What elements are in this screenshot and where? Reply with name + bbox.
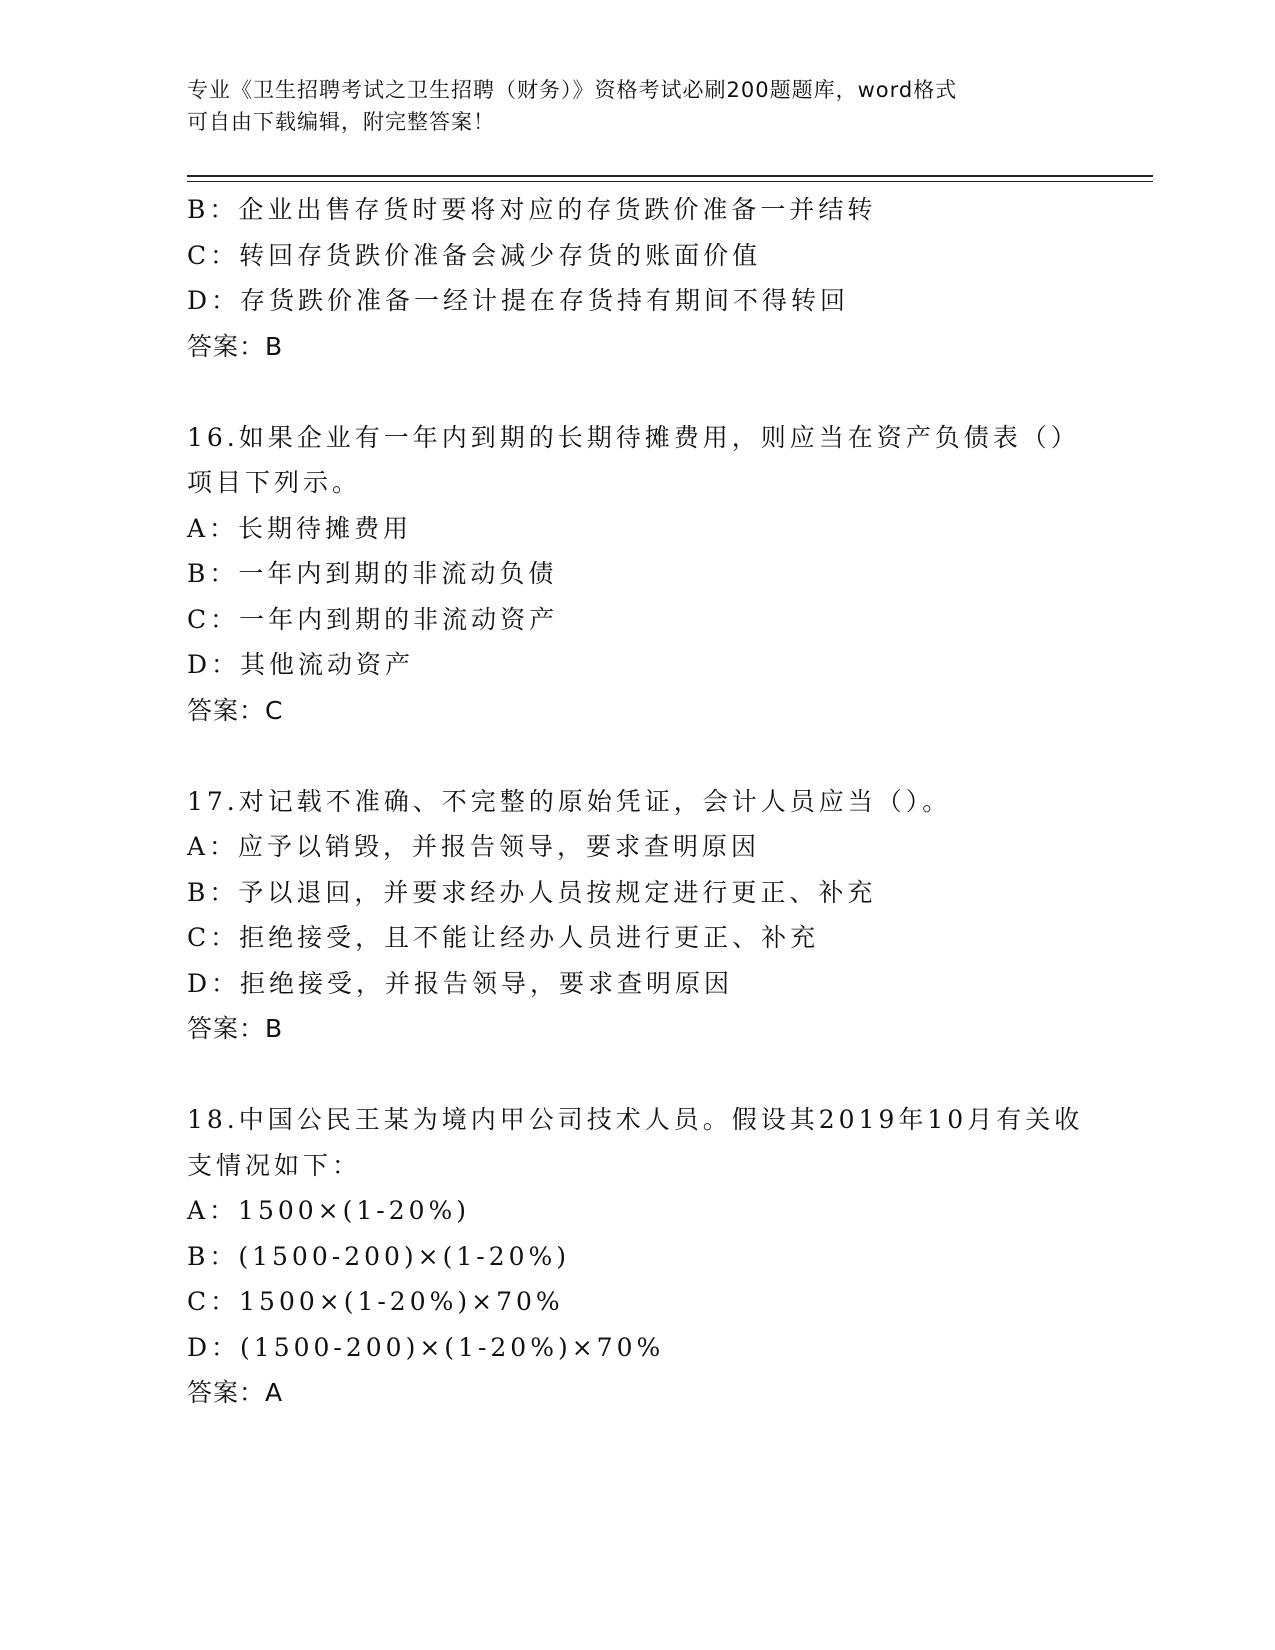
option-c: C：转回存货跌价准备会减少存货的账面价值 <box>187 240 762 270</box>
header-divider-thin <box>187 181 1153 182</box>
answer-line: 答案：B <box>187 331 284 361</box>
option-a: A：1500×(1-20%) <box>187 1196 471 1225</box>
option-c: C：一年内到期的非流动资产 <box>187 604 559 634</box>
question-stem-continued: 支情况如下： <box>187 1150 362 1180</box>
document-body <box>187 187 1087 1416</box>
option-a: A：应予以销毁，并报告领导，要求查明原因 <box>187 832 761 861</box>
question-stem: 18.中国公民王某为境内甲公司技术人员。假设其2019年10月有关收 <box>187 1105 1084 1134</box>
spacer <box>187 733 1087 779</box>
option-b: B：予以退回，并要求经办人员按规定进行更正、补充 <box>187 877 877 907</box>
spacer <box>187 369 1087 415</box>
question-17 <box>187 779 1087 1052</box>
question-stem: 16.如果企业有一年内到期的长期待摊费用，则应当在资产负债表（） <box>187 422 1080 452</box>
option-a: A：长期待摊费用 <box>187 513 413 543</box>
header-title-line-1: 专业《卫生招聘考试之卫生招聘（财务）》资格考试必刷200题题库，word格式 <box>187 78 958 102</box>
option-b: B：一年内到期的非流动负债 <box>187 559 558 588</box>
option-d: D：存货跌价准备一经计提在存货持有期间不得转回 <box>187 286 850 315</box>
header-title-line-2: 可自由下载编辑，附完整答案！ <box>187 110 495 134</box>
document-header <box>187 74 1067 138</box>
answer-line: 答案：A <box>187 1378 284 1407</box>
option-b: B：(1500-200)×(1-20%) <box>187 1241 571 1271</box>
option-c: C：1500×(1-20%)×70% <box>187 1287 564 1316</box>
option-d: D：(1500-200)×(1-20%)×70% <box>187 1332 665 1362</box>
option-b: B：企业出售存货时要将对应的存货跌价准备一并结转 <box>187 195 877 224</box>
answer-line: 答案：C <box>187 695 284 725</box>
question-stem: 17.对记载不准确、不完整的原始凭证，会计人员应当（）。 <box>187 786 952 816</box>
question-18 <box>187 1097 1087 1416</box>
spacer <box>187 1052 1087 1098</box>
question-16 <box>187 415 1087 734</box>
question-15-continued <box>187 187 1087 369</box>
question-stem-continued: 项目下列示。 <box>187 468 362 497</box>
option-d: D：其他流动资产 <box>187 650 415 679</box>
answer-line: 答案：B <box>187 1014 284 1043</box>
option-d: D：拒绝接受，并报告领导，要求查明原因 <box>187 968 734 998</box>
header-divider-thick <box>187 175 1153 177</box>
option-c: C：拒绝接受，且不能让经办人员进行更正、补充 <box>187 923 820 952</box>
